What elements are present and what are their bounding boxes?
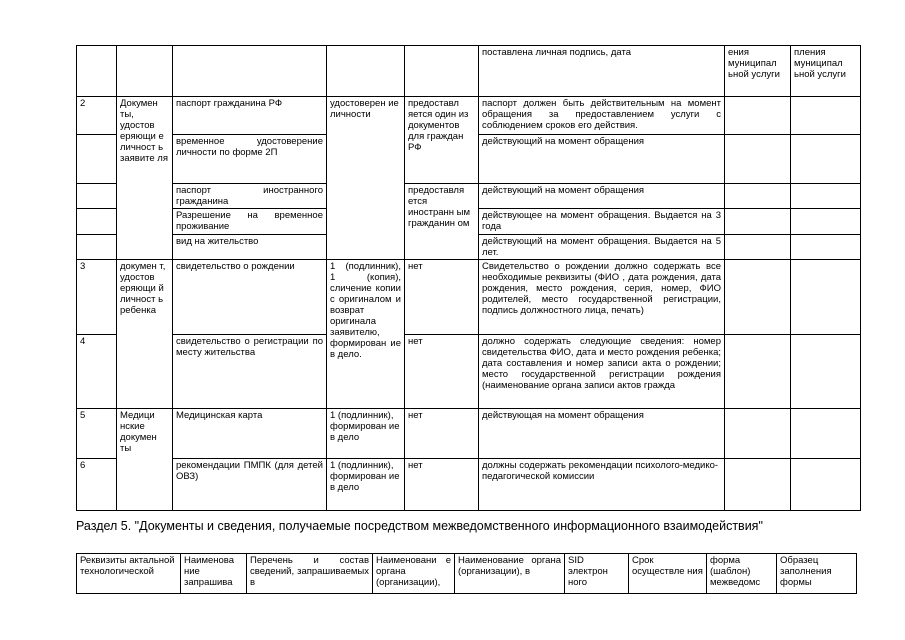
table-cell [725, 209, 791, 235]
document-requirements: действующий на момент обращения [479, 184, 725, 209]
document-requirements: Свидетельство о рождении должно содержать все необходимые реквизиты (ФИО , дата рождения, дата рождения, место рождения, серия, номер, ФИО родителей, место государственной регистрации, подпись должностного лица, печать) [479, 260, 725, 335]
document-name: паспорт иностранного гражданина [173, 184, 327, 209]
table-row [77, 184, 861, 209]
table-header-row [77, 554, 857, 594]
submission-condition: предоставля ется иностранн ым гражданин ом [405, 184, 479, 260]
row-number: 4 [77, 335, 117, 409]
document-name: вид на жительство [173, 235, 327, 260]
document-name: паспорт гражданина РФ [173, 97, 327, 135]
table-cell [77, 135, 117, 184]
document-requirements: паспорт должен быть действительным на момент обращения за предоставлением услуги с соблюдением сроков его действия. [479, 97, 725, 135]
document-requirements: действующий на момент обращения [479, 135, 725, 184]
interagency-table [76, 553, 857, 594]
document-name: свидетельство о регистрации по месту жительства [173, 335, 327, 409]
document-requirements: действующее на момент обращения. Выдается на 3 года [479, 209, 725, 235]
document-count: 1 (подлинник), 1 (копия), сличение копии с оригиналом и возврат оригинала заявителю, формирован ие в дело. [327, 260, 405, 409]
column-header: Наименовани е органа (организации), [373, 554, 455, 594]
table-cell [725, 97, 791, 135]
document-count: 1 (подлинник), формирован ие в дело [327, 409, 405, 459]
table-cell [77, 235, 117, 260]
row-number: 3 [77, 260, 117, 335]
row-number: 2 [77, 97, 117, 135]
table-cell [77, 184, 117, 209]
document-name: рекомендации ПМПК (для детей ОВЗ) [173, 459, 327, 511]
submission-condition: предоставл яется один из документов для граждан РФ [405, 97, 479, 184]
document-name: свидетельство о рождении [173, 260, 327, 335]
table-cell [791, 335, 861, 409]
document-category: докумен т, удостов еряющи й личност ь ребенка [117, 260, 173, 409]
table-row [77, 260, 861, 335]
table-cell [725, 135, 791, 184]
table-cell [725, 459, 791, 511]
table-cell [791, 209, 861, 235]
submission-condition: нет [405, 409, 479, 459]
table-cell [791, 235, 861, 260]
document-requirements: должны содержать рекомендации психолого-медико-педагогической комиссии [479, 459, 725, 511]
column-header: SID электрон ного [565, 554, 629, 594]
table-cell [725, 260, 791, 335]
document-requirements: действующая на момент обращения [479, 409, 725, 459]
submission-condition: нет [405, 335, 479, 409]
column-header: Срок осуществле ния [629, 554, 707, 594]
table-cell: ения муниципал ьной услуги [725, 46, 791, 97]
document-name: Разрешение на временное проживание [173, 209, 327, 235]
column-header: Образец заполнения формы [777, 554, 857, 594]
column-header: Наименование органа (организации), в [455, 554, 565, 594]
table-row [77, 46, 861, 97]
documents-table [76, 45, 861, 511]
table-cell [791, 409, 861, 459]
table-cell: поставлена личная подпись, дата [479, 46, 725, 97]
table-cell [791, 184, 861, 209]
column-header: Перечень и состав сведений, запрашиваемых в [247, 554, 373, 594]
table-cell [117, 46, 173, 97]
table-cell [791, 459, 861, 511]
table-cell [173, 46, 327, 97]
document-count: удостоверен ие личности [327, 97, 405, 260]
table-cell [725, 409, 791, 459]
table-cell [791, 97, 861, 135]
document-requirements: должно содержать следующие сведения: номер свидетельства ФИО, дата и место рождения ребенка; дата составления и номер записи акта о рождении; место государственной регистрации рождения (наименование органа записи актов гражда [479, 335, 725, 409]
submission-condition: нет [405, 459, 479, 511]
table-cell [405, 46, 479, 97]
document-count: 1 (подлинник), формирован ие в дело [327, 459, 405, 511]
table-cell [725, 335, 791, 409]
table-cell: пления муниципал ьной услуги [791, 46, 861, 97]
table-row [77, 409, 861, 459]
document-category: Медици нские докумен ты [117, 409, 173, 511]
table-cell [77, 209, 117, 235]
row-number: 5 [77, 409, 117, 459]
row-number: 6 [77, 459, 117, 511]
column-header: Наименова ние запрашива [181, 554, 247, 594]
table-cell [77, 46, 117, 97]
table-cell [327, 46, 405, 97]
table-cell [791, 135, 861, 184]
document-category: Докумен ты, удостов еряющи е личност ь заявите ля [117, 97, 173, 260]
submission-condition: нет [405, 260, 479, 335]
section-heading: Раздел 5. "Документы и сведения, получаемые посредством межведомственного информационного взаимодействия" [76, 519, 763, 533]
column-header: форма (шаблон) межведомс [707, 554, 777, 594]
document-name: Медицинская карта [173, 409, 327, 459]
table-row [77, 97, 861, 135]
table-cell [725, 235, 791, 260]
table-row [77, 335, 861, 409]
table-row [77, 459, 861, 511]
column-header: Реквизиты актальной технологической [77, 554, 181, 594]
table-cell [791, 260, 861, 335]
document-requirements: действующий на момент обращения. Выдается на 5 лет. [479, 235, 725, 260]
table-cell [725, 184, 791, 209]
document-name: временное удостоверение личности по форме 2П [173, 135, 327, 184]
